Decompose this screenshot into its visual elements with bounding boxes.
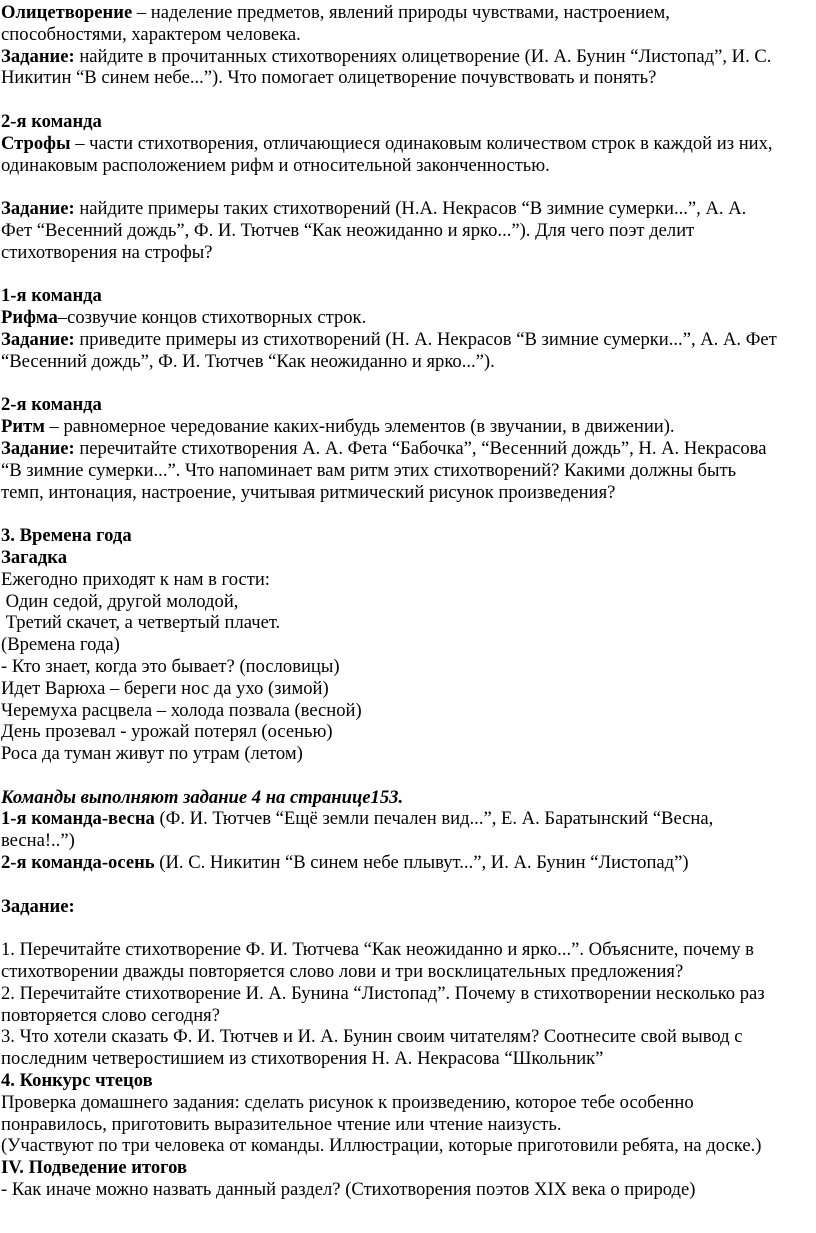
text-line: понравилось, приготовить выразительное чтение или чтение наизусть. (1, 1113, 562, 1135)
section-heading: IV. Подведение итогов (1, 1157, 187, 1179)
question-line: 2. Перечитайте стихотворение И. А. Бунина “Листопад”. Почему в стихотворении несколько раз (1, 982, 765, 1004)
personification-definition: Олицетворение – наделение предметов, явлений природы чувствами, настроением, (1, 2, 670, 23)
text-line: “Весенний дождь”, Ф. И. Тютчев “Как неожиданно и ярко...”). (1, 350, 495, 372)
proverb-line: Роса да туман живут по утрам (летом) (1, 743, 303, 765)
stanzas-definition: Строфы – части стихотворения, отличающиеся одинаковым количеством строк в каждой из них, (1, 132, 773, 154)
riddle-line: Третий скачет, а четвертый плачет. (1, 612, 281, 634)
term-rhyme: Рифма (1, 307, 58, 329)
proverb-line: Черемуха расцвела – холода позвала (весной) (1, 699, 362, 721)
teams-task-intro: Команды выполняют задание 4 на странице153. (1, 786, 404, 808)
text-line: Проверка домашнего задания: сделать рисунок к произведению, которое тебе особенно (1, 1091, 694, 1113)
term-personification: Олицетворение (1, 2, 133, 23)
term-rhythm: Ритм (1, 416, 45, 438)
stanzas-task: Задание: найдите примеры таких стихотворений (Н.А. Некрасов “В зимние сумерки...”, А. А. (1, 198, 747, 220)
question-line: последним четверостишием из стихотворения Н. А. Некрасова “Школьник” (1, 1048, 604, 1070)
riddle-line: Ежегодно приходят к нам в гости: (1, 568, 270, 590)
question-line: повторяется слово сегодня? (1, 1004, 220, 1026)
question-line: 1. Перечитайте стихотворение Ф. И. Тютчева “Как неожиданно и ярко...”. Объясните, почему в (1, 939, 754, 961)
rhythm-task: Задание: перечитайте стихотворения А. А. Фета “Бабочка”, “Весенний дождь”, Н. А. Некрасова (1, 437, 767, 459)
text-line: одинаковым расположением рифм и относительной законченностью. (1, 154, 550, 176)
text-line: способностями, характером человека. (1, 23, 301, 45)
question-line: 3. Что хотели сказать Ф. И. Тютчев и И. А. Бунин своим читателям? Соотнесите свой вывод с (1, 1026, 743, 1048)
text-line: стихотворения на строфы? (1, 241, 213, 263)
question-line: стихотворении дважды повторяется слово лови и три восклицательных предложения? (1, 961, 684, 983)
autumn-team-line: 2-я команда-осень (И. С. Никитин “В синем небе плывут...”, И. А. Бунин “Листопад”) (1, 852, 689, 874)
team-heading: 2-я команда (1, 394, 102, 416)
text-line: - Как иначе можно назвать данный раздел? (Стихотворения поэтов XIX века о природе) (1, 1179, 696, 1201)
text-line: Фет “Весенний дождь”, Ф. И. Тютчев “Как неожиданно и ярко...”). Для чего поэт делит (1, 219, 695, 241)
task-heading: Задание: (1, 895, 75, 917)
section-heading: 3. Времена года (1, 525, 132, 547)
riddle-line: Один седой, другой молодой, (1, 590, 239, 612)
text-line: (Участвуют по три человека от команды. Иллюстрации, которые приготовили ребята, на доске.) (1, 1135, 762, 1157)
team-heading: 2-я команда (1, 110, 102, 132)
riddle-answer: (Времена года) (1, 634, 120, 656)
term-stanzas: Строфы (1, 132, 71, 154)
team-heading: 1-я команда (1, 285, 102, 307)
proverb-line: Идет Варюха – береги нос да ухо (зимой) (1, 677, 329, 699)
text-line: весна!..”) (1, 830, 75, 852)
rhyme-task: Задание: приведите примеры из стихотворений (Н. А. Некрасов “В зимние сумерки...”, А. А. Фет (1, 328, 777, 350)
proverb-line: День прозевал - урожай потерял (осенью) (1, 721, 333, 743)
section-heading: 4. Конкурс чтецов (1, 1070, 153, 1092)
rhyme-definition: Рифма–созвучие концов стихотворных строк. (1, 307, 367, 329)
rhythm-definition: Ритм – равномерное чередование каких-нибудь элементов (в звучании, в движении). (1, 416, 675, 438)
personification-task: Задание: найдите в прочитанных стихотворениях олицетворение (И. А. Бунин “Листопад”, И. С. (1, 45, 772, 67)
text-line: “В зимние сумерки...”. Что напоминает вам ритм этих стихотворений? Какими должны быть (1, 459, 737, 481)
text-line: Никитин “В синем небе...”). Что помогает олицетворение почувствовать и понять? (1, 67, 657, 89)
spring-team-line: 1-я команда-весна (Ф. И. Тютчев “Ещё земли печален вид...”, Е. А. Баратынский “Весна, (1, 808, 714, 830)
text-line: темп, интонация, настроение, учитывая ритмический рисунок произведения? (1, 481, 616, 503)
proverbs-intro: - Кто знает, когда это бывает? (пословицы) (1, 655, 340, 677)
riddle-heading: Загадка (1, 546, 67, 568)
